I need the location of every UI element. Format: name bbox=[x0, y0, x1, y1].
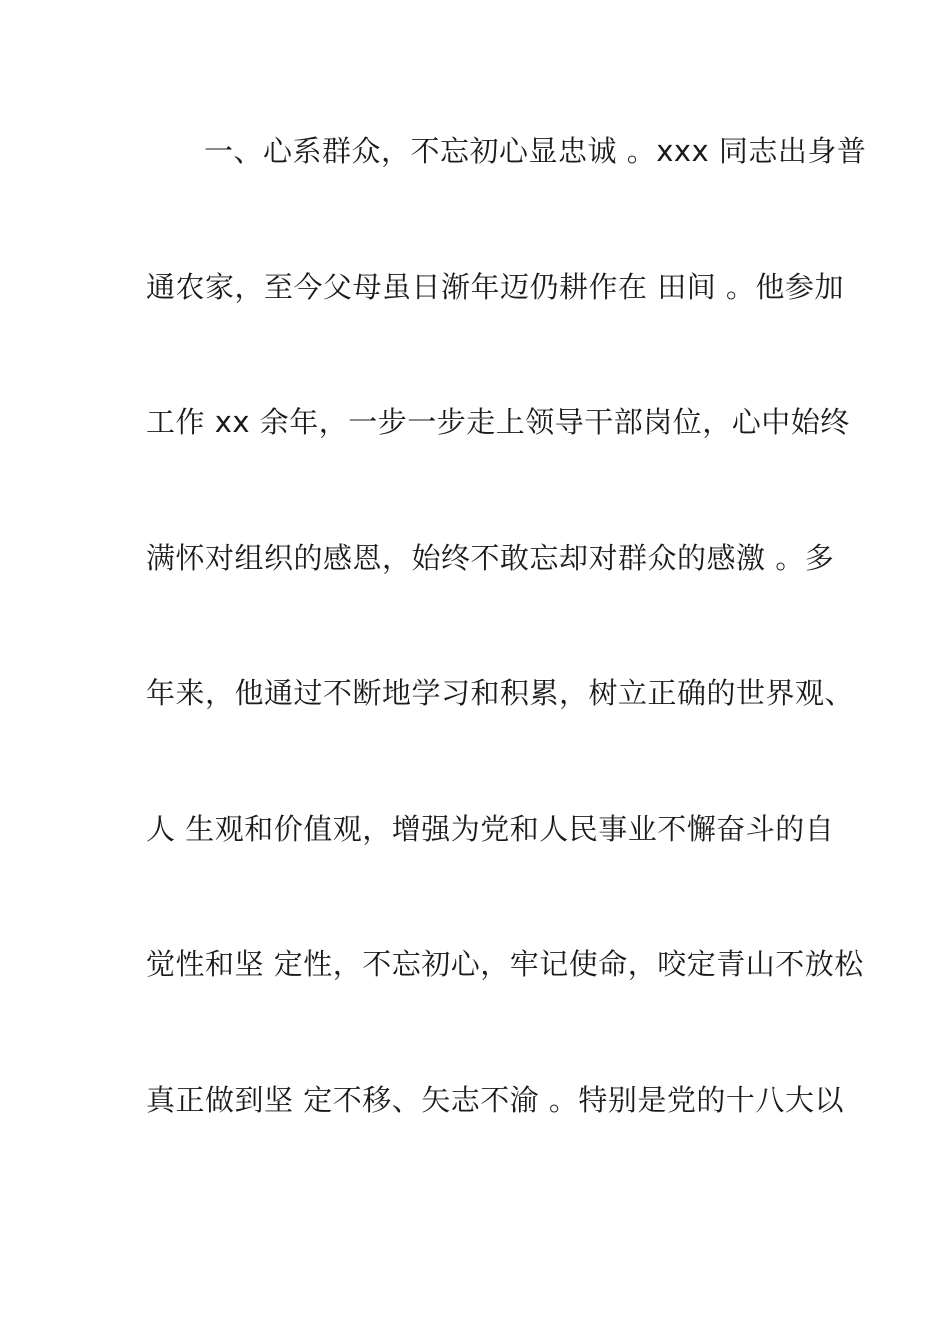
document-body bbox=[146, 128, 867, 1212]
paragraph-line-1: 一、心系群众，不忘初心显忠诚 。xxx 同志出身普 bbox=[204, 134, 867, 168]
paragraph-line-5: 年来，他通过不断地学习和积累，树立正确的世界观、 bbox=[146, 676, 855, 710]
paragraph-line-6: 人 生观和价值观，增强为党和人民事业不懈奋斗的自 bbox=[146, 811, 835, 846]
paragraph-line-3: 工作 xx 余年，一步一步走上领导干部岗位，心中始终 bbox=[146, 405, 850, 439]
paragraph-line-2: 通农家，至今父母虽日渐年迈仍耕作在 田间 。他参加 bbox=[146, 269, 844, 304]
paragraph-line-7: 觉性和坚 定性，不忘初心，牢记使命，咬定青山不放松 bbox=[146, 947, 864, 981]
paragraph-line-8: 真正做到坚 定不移、矢志不渝 。特别是党的十八大以 bbox=[146, 1082, 844, 1117]
paragraph-line-4: 满怀对组织的感恩，始终不敢忘却对群众的感激 。多 bbox=[146, 540, 835, 575]
